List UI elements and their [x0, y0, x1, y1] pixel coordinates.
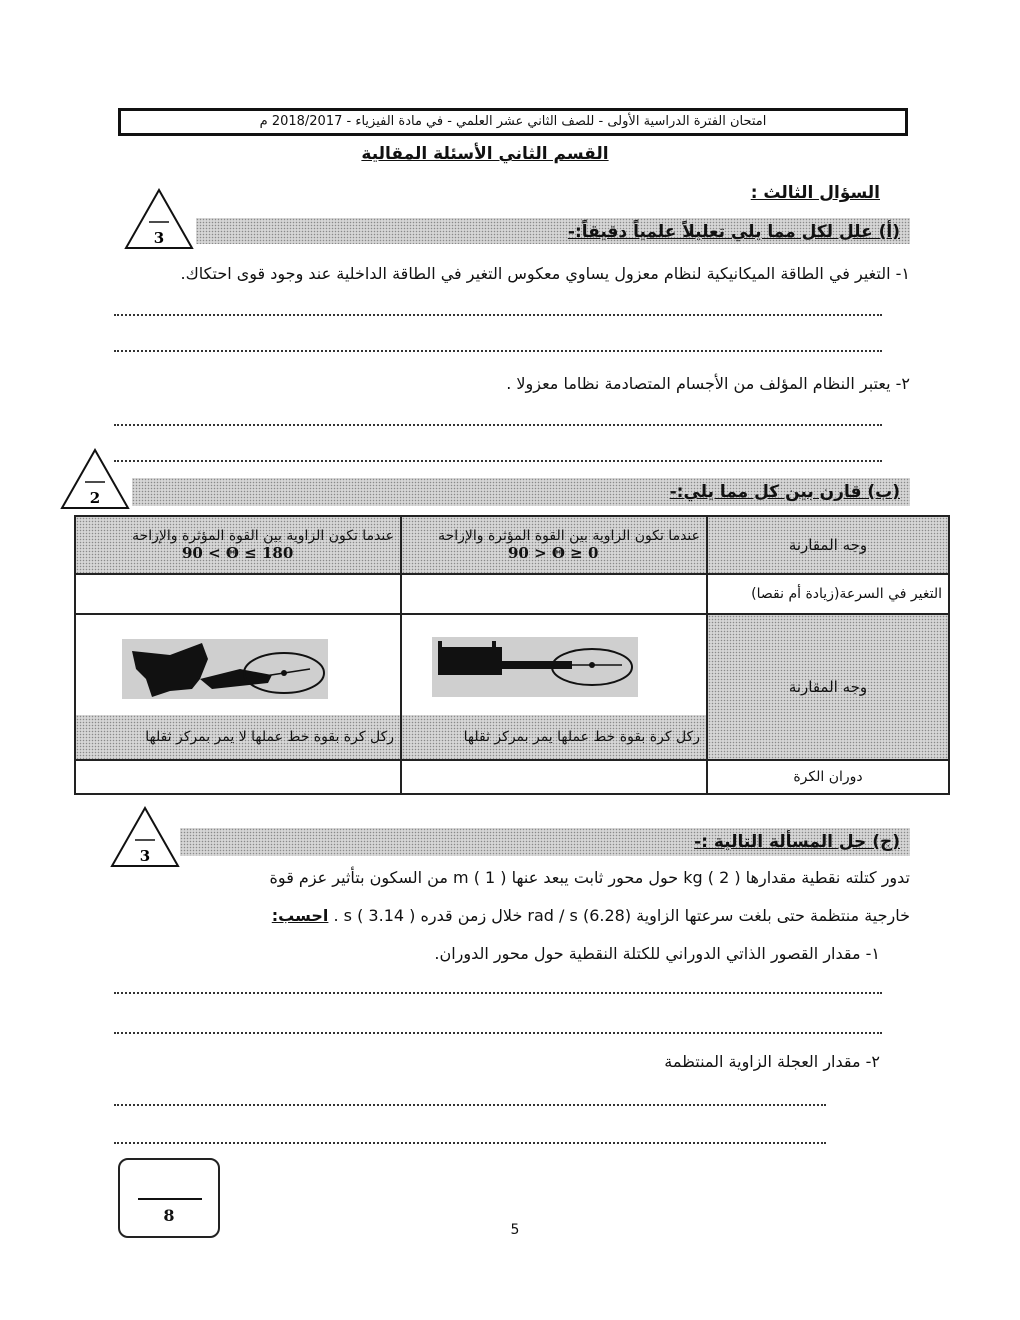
row2-aspect: وجه المقارنة — [707, 614, 949, 760]
answer-line — [114, 992, 882, 994]
comparison-table — [74, 515, 950, 795]
score-triangle-icon — [124, 188, 194, 250]
col1-header — [401, 516, 707, 574]
question-title: السؤال الثالث : — [750, 183, 880, 203]
col2-header-text: عندما تكون الزاوية بين القوة المؤثرة والإزاحة — [132, 528, 394, 544]
row2-col2-caption: ركل كرة بقوة خط عملها لا يمر بمركز ثقلها — [76, 715, 400, 759]
page-number: 5 — [510, 1222, 520, 1238]
row2-col1-caption: ركل كرة بقوة خط عملها يمر بمركز ثقلها — [402, 715, 706, 759]
col2-header — [75, 516, 401, 574]
total-score-value: 8 — [163, 1206, 175, 1225]
problem-line-1: تدور كتلته نقطية مقدارها kg ( 2 ) حول محور ثابت يبعد عنها m ( 1 ) من السكون بتأثير عزم قوة — [269, 868, 910, 887]
col1-header-math: 90 > Θ ≥ 0 — [508, 544, 599, 562]
part-c-item-2: ٢- مقدار العجلة الزاوية المنتظمة — [664, 1052, 880, 1071]
section-title: القسم الثاني الأسئلة المقالية — [361, 144, 609, 164]
kick-through-center-diagram — [432, 637, 638, 697]
row3-aspect: دوران الكرة — [707, 760, 949, 794]
part-a-title: (أ) علل لكل مما يلي تعليلاً علمياً دقيقاً:- — [567, 222, 900, 242]
col1-header-text: عندما تكون الزاوية بين القوة المؤثرة والإزاحة — [438, 528, 700, 544]
answer-line — [114, 350, 882, 352]
part-c-item-1: ١- مقدار القصور الذاتي الدوراني للكتلة النقطية حول محور الدوران. — [434, 944, 880, 963]
score-divider — [138, 1198, 202, 1200]
problem-line-2-main: خارجية منتظمة حتى بلغت سرعتها الزاوية rad / s (6.28) خلال زمن قدره s ( 3.14 ) . — [333, 906, 910, 925]
answer-line — [114, 460, 882, 462]
answer-line — [114, 1142, 826, 1144]
table-header-row — [75, 516, 949, 574]
row2-col2-cell — [75, 614, 401, 760]
table-cell-empty[interactable] — [75, 574, 401, 614]
table-row — [75, 614, 949, 760]
exam-header: امتحان الفترة الدراسية الأولى - للصف الثاني عشر العلمي - في مادة الفيزياء - 2018/2017 م — [118, 108, 908, 136]
part-a-item-1: ١- التغير في الطاقة الميكانيكية لنظام معزول يساوي معكوس التغير في الطاقة الداخلية عند وجود قوى احتكاك. — [180, 264, 910, 283]
col2-header-math: 90 < Θ ≤ 180 — [182, 544, 294, 562]
table-cell-empty[interactable] — [401, 760, 707, 794]
score-triangle-icon — [60, 448, 130, 510]
answer-line — [114, 1104, 826, 1106]
score-triangle-icon — [110, 806, 180, 868]
score-value: 2 — [89, 489, 101, 507]
answer-line — [114, 1032, 882, 1034]
answer-line — [114, 314, 882, 316]
part-c-title: (ج) حل المسألة التالية :- — [694, 832, 900, 852]
row2-col1-cell — [401, 614, 707, 760]
row1-aspect: التغير في السرعة(زيادة أم نقصا) — [707, 574, 949, 614]
score-value: 3 — [139, 847, 151, 865]
table-cell-empty[interactable] — [401, 574, 707, 614]
problem-line-2 — [170, 906, 910, 925]
table-row — [75, 760, 949, 794]
table-row — [75, 574, 949, 614]
answer-line — [114, 424, 882, 426]
score-value: 3 — [153, 229, 165, 247]
kick-off-center-diagram — [122, 639, 328, 699]
part-a-item-2: ٢- يعتبر النظام المؤلف من الأجسام المتصادمة نظاما معزولا . — [506, 374, 910, 393]
aspect-header: وجه المقارنة — [707, 516, 949, 574]
diagram-area — [402, 615, 706, 715]
part-b-title: (ب) قارن بين كل مما يلي:- — [669, 482, 900, 502]
table-cell-empty[interactable] — [75, 760, 401, 794]
compute-label: احسب: — [271, 906, 329, 925]
diagram-area — [76, 615, 400, 715]
total-score-box — [118, 1158, 220, 1238]
